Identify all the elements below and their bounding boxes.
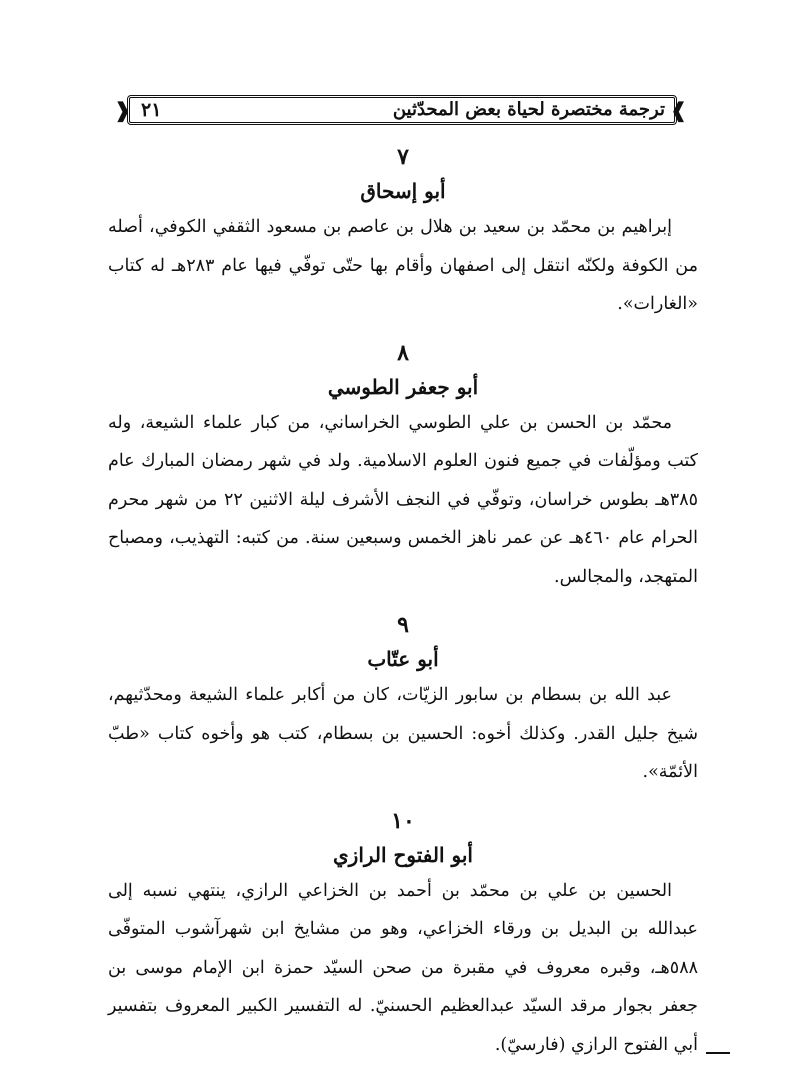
entry-title: أبو الفتوح الرازي [333, 842, 473, 867]
entry [108, 336, 698, 597]
header-ornament-right: ❱ [670, 98, 687, 122]
entry-text: إبراهيم بن محمّد بن سعيد بن هلال بن عاصم بن مسعود الثقفي الكوفي، أصله من الكوفة ولكنّه انتقل إلى اصفهان وأقام بها حتّى توفّي فيها عام ٢٨٣هـ له كتاب «الغارات». [108, 217, 698, 314]
entry [108, 608, 698, 792]
entry-number: ٩ [397, 612, 409, 638]
header-ornament-left: ❰ [114, 98, 131, 122]
footer-mark [706, 1052, 730, 1058]
running-header [114, 92, 687, 128]
entry-number: ٨ [397, 339, 409, 366]
entry-title: أبو عتّاب [367, 647, 439, 671]
entry [108, 140, 698, 324]
entry-text: عبد الله بن بسطام بن سابور الزيّات، كان من أكابر علماء الشيعة ومحدّثيهم، شيخ جليل القدر. وكذلك أخوه: الحسين بن بسطام، كتب هو وأخوه كتاب «طبّ الأئمّة». [108, 685, 698, 782]
entry-text: الحسين بن علي بن محمّد بن أحمد بن الخزاعي الرازي، ينتهي نسبه إلى عبدالله بن البديل بن ورقاء الخزاعي، وهو من مشايخ ابن شهرآشوب المتوفّى ٥٨٨هـ، وقبره معروف في مقبرة من صحن السيّد حمزة ابن الإمام موسى بن جعفر بجوار مرقد السيّد عبدالعظيم الحسنيّ. له التفسير الكبير المعروف بتفسير أبي الفتوح الرازي (فارسيّ). [108, 880, 698, 1055]
entry-title: أبو جعفر الطوسي [327, 374, 479, 399]
entry-text: محمّد بن الحسن بن علي الطوسي الخراساني، من كبار علماء الشيعة، وله كتب ومؤلّفات في جميع فنون العلوم الاسلامية. ولد في شهر رمضان المبارك عام ٣٨٥هـ بطوس خراسان، وتوفّي في النجف الأشرف ليلة الاثنين ٢٢ من شهر محرم الحرام عام ٤٦٠هـ عن عمر ناهز الخمس وسبعين سنة. من كتبه: التهذيب، ومصباح المتهجد، والمجالس. [108, 412, 698, 587]
entry-number: ١٠ [391, 807, 415, 834]
page-number: ٢١ [141, 99, 162, 121]
running-title: ترجمة مختصرة لحياة بعض المحدّثين [392, 99, 665, 120]
entry [108, 804, 698, 1065]
entry-number: ٧ [397, 144, 409, 170]
page-content [108, 140, 698, 1064]
entry-title: أبو إسحاق [360, 179, 446, 203]
